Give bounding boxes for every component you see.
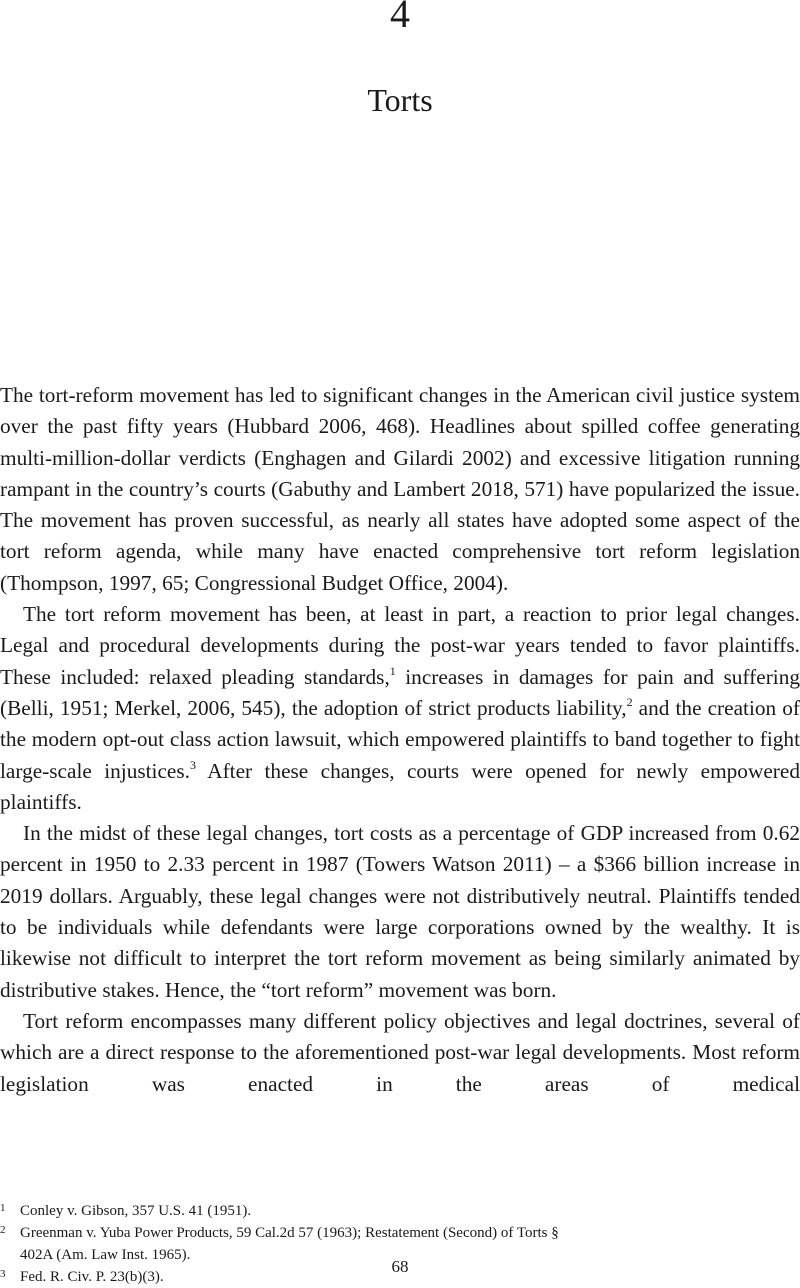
footnote-mark: 3 <box>0 1268 6 1280</box>
footnote-text: Greenman v. Yuba Power Products, 59 Cal.2d 57 (1963); Restatement (Second) of Torts § <box>20 1225 559 1241</box>
footnote-text: Fed. R. Civ. P. 23(b)(3). <box>20 1269 164 1285</box>
footnote-1 <box>0 1200 800 1222</box>
paragraph-2 <box>0 599 800 818</box>
footnote-text: Conley v. Gibson, 357 U.S. 41 (1951). <box>20 1203 252 1219</box>
paragraph-1: The tort-reform movement has led to significant changes in the American civil justice system over the past fifty years (Hubbard 2006, 468). Headlines about spilled coffee generating multi-million-dollar verdicts (Enghagen and Gilardi 2002) and excessive litigation running rampant in the country’s courts (Gabuthy and Lambert 2018, 571) have popularized the issue. The movement has proven successful, as nearly all states have adopted some aspect of the tort reform agenda, while many have enacted comprehensive tort reform legislation (Thompson, 1997, 65; Congressional Budget Office, 2004). <box>0 383 800 595</box>
chapter-number: 4 <box>390 0 410 36</box>
page-number: 68 <box>391 1257 409 1276</box>
chapter-title: Torts <box>367 82 433 118</box>
paragraph-2-part-3: and the creation of the modern opt-out class action lawsuit, which empowered plaintiffs to band together to fight large-scale injustices. <box>0 695 800 783</box>
paragraph-2-part-1: The tort reform movement has been, at least in part, a reaction to prior legal changes. Legal and procedural developments during the post-war years tended to favor plaintiffs. These included: relaxed pleading standards, <box>0 602 800 689</box>
footnote-ref-1[interactable]: 1 <box>389 663 396 678</box>
paragraph-3: In the midst of these legal changes, tort costs as a percentage of GDP increased from 0.62 percent in 1950 to 2.33 percent in 1987 (Towers Watson 2011) – a $366 billion increase in 2019 dollars. Arguably, these legal changes were not distributively neutral. Plaintiffs tended to be individuals while defendants were large corporations owned by the wealthy. It is likewise not difficult to interpret the tort reform movement as being similarly animated by distributive stakes. Hence, the “tort reform” movement was born. <box>0 821 800 1002</box>
footnote-mark: 1 <box>0 1202 6 1214</box>
paragraph-2-part-2: increases in damages for pain and suffering (Belli, 1951; Merkel, 2006, 545), the adoption of strict products liability, <box>0 664 800 720</box>
footnote-text-continuation: 402A (Am. Law Inst. 1965). <box>20 1247 191 1263</box>
footnote-mark: 2 <box>0 1224 6 1236</box>
paragraph-4: Tort reform encompasses many different policy objectives and legal doctrines, several of which are a direct response to the aforementioned post-war legal developments. Most reform legislation was enacted in the areas of medical <box>0 1008 800 1096</box>
footnote-ref-2[interactable]: 2 <box>626 694 633 709</box>
paragraph-2-part-4: After these changes, courts were opened for newly empowered plaintiffs. <box>0 758 800 814</box>
footnote-ref-3[interactable]: 3 <box>189 757 196 772</box>
body-text <box>0 380 800 1100</box>
